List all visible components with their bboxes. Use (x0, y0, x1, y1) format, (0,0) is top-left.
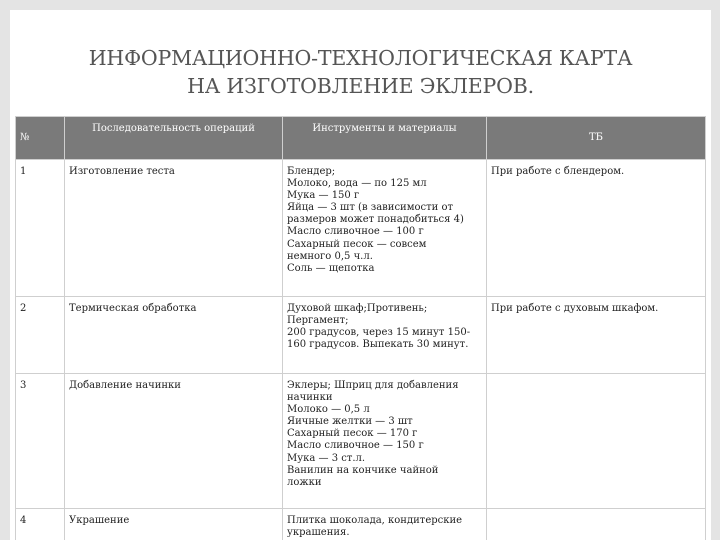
tools-line: немного 0,5 ч.л. (287, 250, 373, 262)
slide (10, 10, 711, 540)
header-operations: Последовательность операций (65, 117, 283, 160)
cell-no: 2 (16, 297, 65, 374)
cell-operation: Термическая обработка (65, 297, 283, 374)
tools-line: Мука — 3 ст.л. (287, 452, 366, 464)
tools-line: ложки (287, 476, 322, 488)
cell-operation: Изготовление теста (65, 160, 283, 297)
table-row (16, 297, 706, 374)
tools-line: 160 градусов. Выпекать 30 минут. (287, 339, 469, 351)
cell-tb (487, 374, 706, 509)
tools-line: Эклеры; Шприц для добавления (287, 380, 459, 391)
header-tb: ТБ (487, 117, 706, 160)
title-line-1: ИНФОРМАЦИОННО-ТЕХНОЛОГИЧЕСКАЯ КАРТА (88, 46, 633, 70)
cell-tb: При работе с духовым шкафом. (487, 297, 706, 374)
table-row (16, 374, 706, 509)
header-tools: Инструменты и материалы (283, 117, 487, 160)
tools-line: Пергамент; (287, 315, 349, 327)
tools-line: Молоко, вода — по 125 мл (287, 178, 427, 190)
cell-operation: Украшение (65, 509, 283, 540)
table-row (16, 160, 706, 297)
cell-tools (283, 297, 487, 374)
tools-line: Сахарный песок — совсем (287, 238, 427, 250)
cell-tools (283, 509, 487, 540)
cell-no: 4 (16, 509, 65, 540)
cell-operation: Добавление начинки (65, 374, 283, 509)
tools-line: Соль — щепотка (287, 262, 375, 274)
tools-line: Молоко — 0,5 л (287, 404, 370, 416)
cell-tb (487, 509, 706, 540)
tools-line: украшения. (287, 527, 350, 539)
tools-line: Масло сливочное — 150 г (287, 440, 424, 452)
tools-line: Блендер; (287, 166, 336, 177)
tools-line: Мука — 150 г (287, 190, 360, 202)
table-row (16, 509, 706, 540)
tools-line: Масло сливочное — 100 г (287, 226, 424, 238)
tools-line: Духовой шкаф;Противень; (287, 303, 428, 314)
page-title (10, 44, 711, 100)
table-header-row (16, 117, 706, 160)
tools-line: Яичные желтки — 3 шт (287, 416, 413, 428)
tech-card-table (15, 116, 706, 540)
cell-tools (283, 160, 487, 297)
title-line-2: НА ИЗГОТОВЛЕНИЕ ЭКЛЕРОВ. (187, 74, 534, 98)
tools-line: Яйца — 3 шт (в зависимости от (287, 202, 454, 214)
tools-line: Ванилин на кончике чайной (287, 464, 439, 476)
tools-line: 200 градусов, через 15 минут 150- (287, 327, 471, 339)
cell-tb: При работе с блендером. (487, 160, 706, 297)
cell-no: 3 (16, 374, 65, 509)
tools-line: Сахарный песок — 170 г (287, 428, 418, 440)
tools-line: размеров может понадобиться 4) (287, 214, 464, 226)
header-no: № (16, 117, 65, 160)
tools-line: Плитка шоколада, кондитерские (287, 515, 463, 526)
cell-no: 1 (16, 160, 65, 297)
cell-tools (283, 374, 487, 509)
tools-line: начинки (287, 392, 333, 404)
